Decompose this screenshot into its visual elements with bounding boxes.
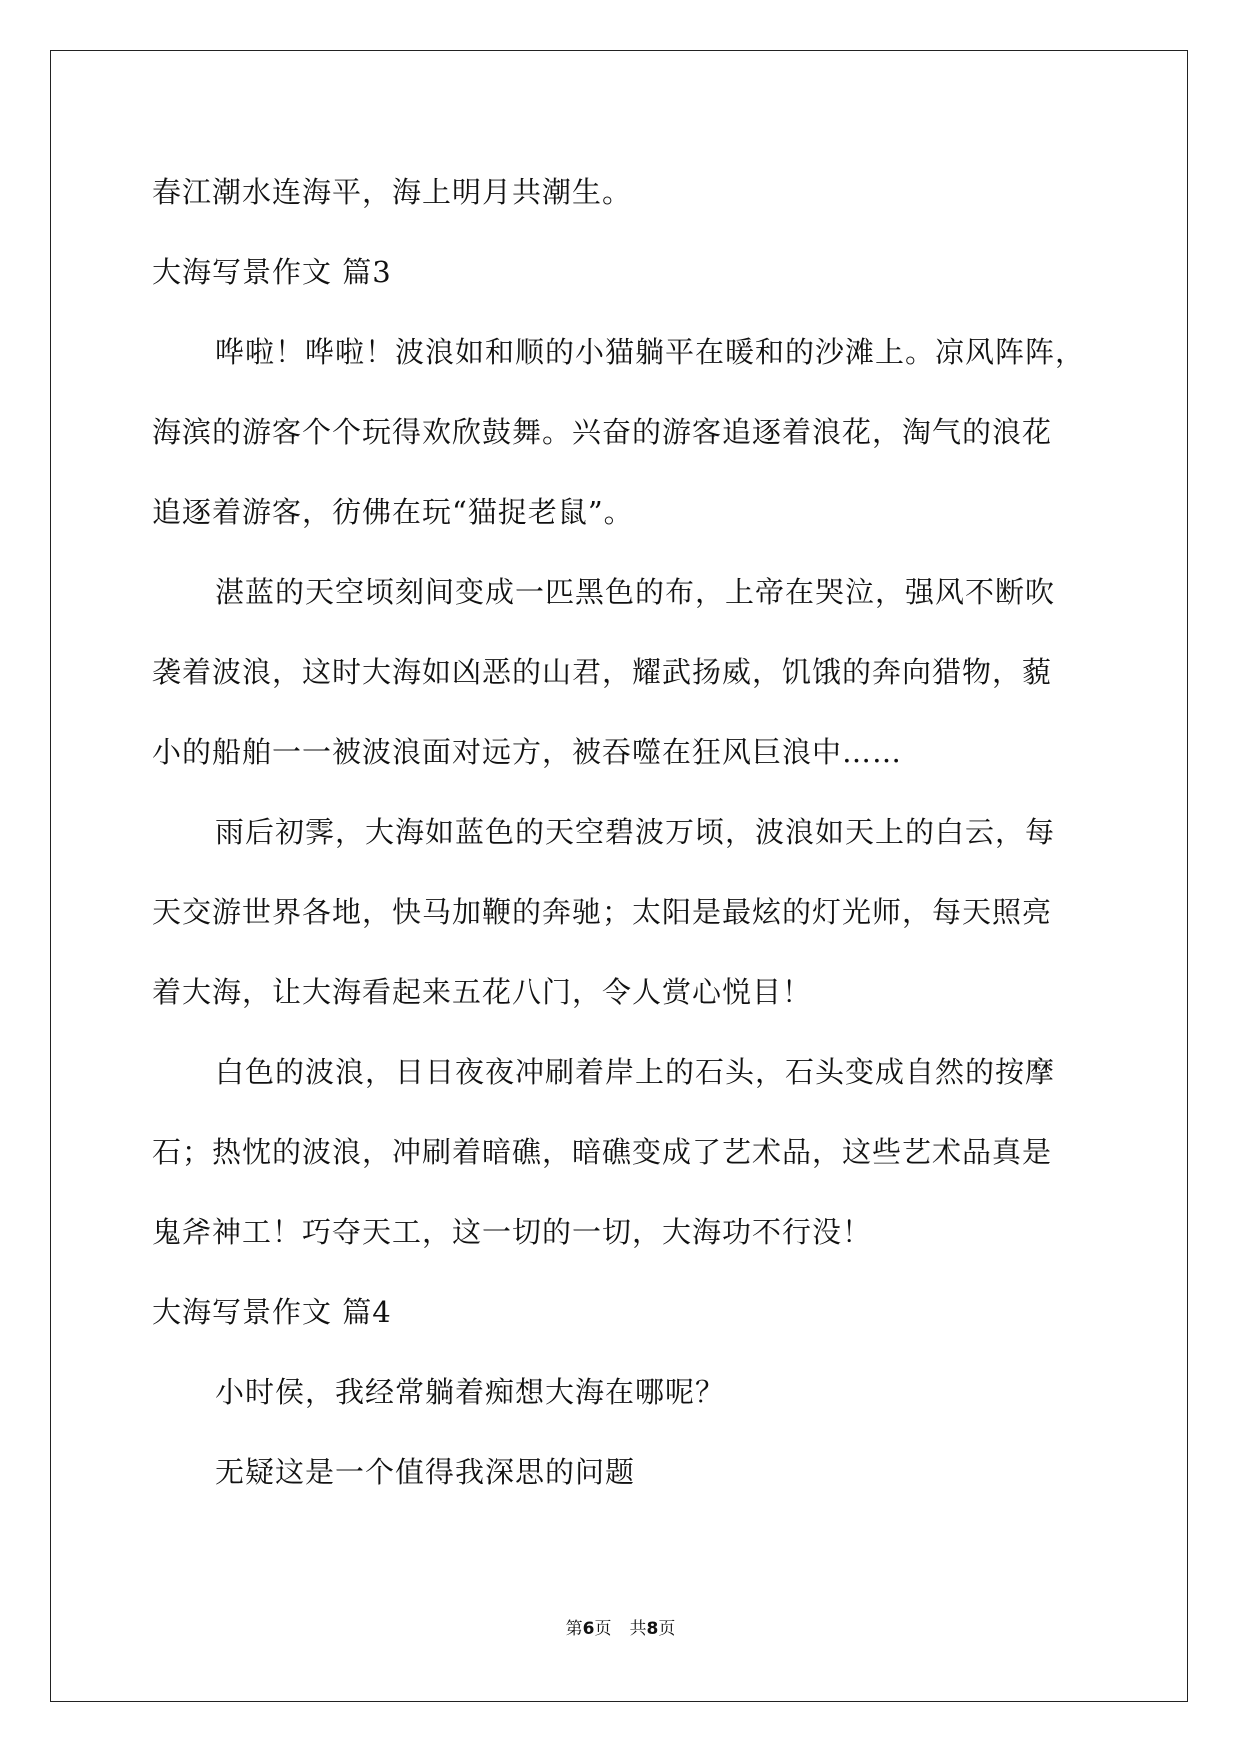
paragraph-line: 无疑这是一个值得我深思的问题 bbox=[215, 1455, 636, 1489]
footer-page-current: 6 bbox=[582, 1619, 595, 1639]
paragraph-line: 鬼斧神工！巧夺天工，这一切的一切，大海功不行没！ bbox=[152, 1215, 873, 1249]
paragraph-line: 袭着波浪，这时大海如凶恶的山君，耀武扬威，饥饿的奔向猎物，藐 bbox=[152, 655, 1053, 689]
footer-total-prefix: 共 bbox=[629, 1619, 647, 1639]
paragraph-line: 哗啦！哗啦！波浪如和顺的小猫躺平在暖和的沙滩上。凉风阵阵， bbox=[215, 335, 1086, 369]
paragraph-line: 小时侯，我经常躺着痴想大海在哪呢？ bbox=[215, 1375, 726, 1409]
footer-page-suffix: 页 bbox=[594, 1619, 612, 1639]
section-heading: 大海写景作文 篇4 bbox=[152, 1295, 392, 1329]
paragraph-line: 白色的波浪，日日夜夜冲刷着岸上的石头，石头变成自然的按摩 bbox=[215, 1055, 1056, 1089]
page-footer bbox=[0, 1614, 1241, 1639]
paragraph-line: 石；热忱的波浪，冲刷着暗礁，暗礁变成了艺术品，这些艺术品真是 bbox=[152, 1135, 1053, 1169]
paragraph-line: 着大海，让大海看起来五花八门，令人赏心悦目！ bbox=[152, 975, 813, 1009]
footer-page-prefix: 第 bbox=[565, 1619, 583, 1639]
footer-page-total: 8 bbox=[646, 1619, 659, 1639]
paragraph-line: 湛蓝的天空顷刻间变成一匹黑色的布，上帝在哭泣，强风不断吹 bbox=[215, 575, 1056, 609]
footer-total-suffix: 页 bbox=[658, 1619, 676, 1639]
paragraph-line: 雨后初霁，大海如蓝色的天空碧波万顷，波浪如天上的白云，每 bbox=[215, 815, 1056, 849]
text-line: 春江潮水连海平，海上明月共潮生。 bbox=[152, 175, 633, 209]
paragraph-line: 天交游世界各地，快马加鞭的奔驰；太阳是最炫的灯光师，每天照亮 bbox=[152, 895, 1053, 929]
paragraph-line: 海滨的游客个个玩得欢欣鼓舞。兴奋的游客追逐着浪花，淘气的浪花 bbox=[152, 415, 1053, 449]
paragraph-line: 追逐着游客，彷佛在玩“猫捉老鼠”。 bbox=[152, 495, 634, 529]
paragraph-line: 小的船舶一一被波浪面对远方，被吞噬在狂风巨浪中…… bbox=[152, 735, 903, 769]
section-heading: 大海写景作文 篇3 bbox=[152, 255, 392, 289]
